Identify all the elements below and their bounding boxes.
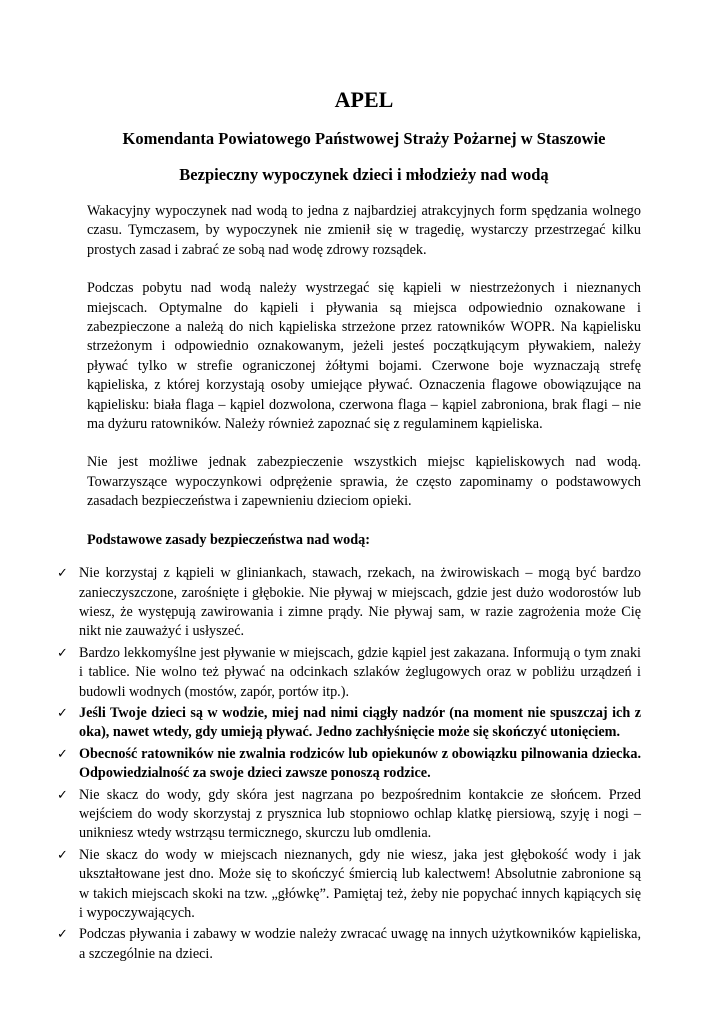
rule-text: Bardzo lekkomyślne jest pływanie w miejscach, gdzie kąpiel jest zakazana. Informują o tym znaki i tablice. Nie wolno też pływać na odcinkach szlaków żeglugowych oraz w pobliżu urządzeń i budowli wodnych (mostów, zapór, portów itp.). — [79, 644, 641, 700]
checkmark-icon: ✓ — [57, 847, 68, 863]
checkmark-icon: ✓ — [57, 645, 68, 661]
rule-text: Obecność ratowników nie zwalnia rodziców lub opiekunów z obowiązku pilnowania dziecka. Odpowiedzialność za swoje dzieci zawsze ponoszą rodzice. — [79, 745, 641, 782]
checkmark-icon: ✓ — [57, 705, 68, 721]
rule-text: Nie skacz do wody w miejscach nieznanych, gdy nie wiesz, jaka jest głębokość wody i jak ukształtowane jest dno. Może się to skończyć śmiercią lub kalectwem! Absolutnie zabronione są w takich miejscach skoki na tzw. „główkę”. Pamiętaj też, żeby nie popychać innych kąpiących się i wypoczywających. — [79, 846, 641, 921]
rule-text: Nie korzystaj z kąpieli w gliniankach, stawach, rzekach, na żwirowiskach – mogą być bardzo zanieczyszczone, zarośnięte i głębokie. Nie pływaj w miejscach, gdzie jest dużo wodorostów lub wiesz, że występują zawirowania i zimne prądy. Nie pływaj sam, w razie zagrożenia może Cię nikt nie zauważyć i usłyszeć. — [79, 565, 641, 640]
rule-item — [57, 644, 641, 702]
rule-item — [57, 564, 641, 642]
checkmark-icon: ✓ — [57, 787, 68, 803]
paragraph-bathing-areas: Podczas pobytu nad wodą należy wystrzegać się kąpieli w niestrzeżonych i nieznanych miejscach. Optymalne do kąpieli i pływania są miejsca odpowiednio oznakowane i zabezpieczone a należą do nich kąpieliska strzeżone przez ratowników WOPR. Na kąpielisku strzeżonym i odpowiednio oznakowanym, jeżeli jesteś początkującym pływakiem, należy pływać tylko w strefie ograniczonej żółtymi bojami. Czerwone boje wyznaczają strefę kąpieliska, z której korzystają osoby umiejące pływać. Oznaczenia flagowe obowiązujące na kąpielisku: biała flaga – kąpiel dozwolona, czerwona flaga – kąpiel zabroniona, brak flagi – nie ma dyżuru ratowników. Należy również zapoznać się z regulaminem kąpieliska. — [87, 280, 641, 433]
document-title: APEL — [334, 87, 394, 112]
rule-item — [57, 925, 641, 964]
paragraph-safety-reminder: Nie jest możliwe jednak zabezpieczenie wszystkich miejsc kąpieliskowych nad wodą. Towarzyszące wypoczynkowi odprężenie sprawia, że często zapominamy o podstawowych zasadach bezpieczeństwa i zapewnieniu dzieciom opieki. — [87, 454, 641, 510]
rule-item — [57, 745, 641, 784]
rule-item — [57, 786, 641, 844]
paragraph-intro: Wakacyjny wypoczynek nad wodą to jedna z najbardziej atrakcyjnych form spędzania wolnego czasu. Tymczasem, by wypoczynek nie zmienił się w tragedię, wystarczy przestrzegać kilku prostych zasad i zabrać ze sobą nad wodę zdrowy rozsądek. — [87, 203, 641, 258]
rules-heading: Podstawowe zasady bezpieczeństwa nad wodą: — [87, 531, 370, 548]
checkmark-icon: ✓ — [57, 746, 68, 762]
rule-text: Podczas pływania i zabawy w wodzie należy zwracać uwagę na innych użytkowników kąpieliska, a szczególnie na dzieci. — [79, 926, 641, 962]
rule-text: Nie skacz do wody, gdy skóra jest nagrzana po bezpośrednim kontakcie ze słońcem. Przed wejściem do wody skorzystaj z prysznica lub stopniowo ochlap klatkę piersiową, szyję i nogi – unikniesz wtedy wstrząsu termicznego, skurczu lub omdlenia. — [79, 786, 641, 842]
document-subtitle: Komendanta Powiatowego Państwowej Straży Pożarnej w Staszowie — [122, 129, 606, 148]
rule-item — [57, 704, 641, 743]
document-topic: Bezpieczny wypoczynek dzieci i młodzieży nad wodą — [179, 165, 549, 184]
rule-text: Jeśli Twoje dzieci są w wodzie, miej nad nimi ciągły nadzór (na moment nie spuszczaj ich z oka), nawet wtedy, gdy umieją pływać. Jedno zachłyśnięcie może się skończyć utonięciem. — [79, 704, 641, 741]
checkmark-icon: ✓ — [57, 566, 68, 582]
rules-list — [57, 564, 641, 964]
rule-item — [57, 846, 641, 924]
checkmark-icon: ✓ — [57, 927, 68, 943]
